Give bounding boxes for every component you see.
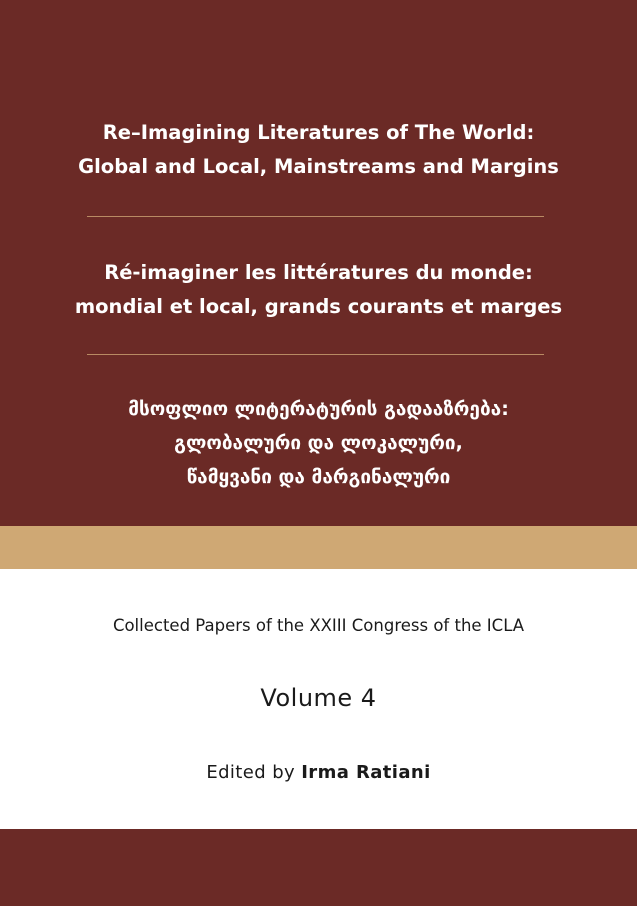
title-english-line-2: Global and Local, Mainstreams and Margins [78, 155, 559, 178]
editor-name: Irma Ratiani [301, 762, 431, 783]
title-divider-2 [87, 354, 544, 355]
editor-prefix: Edited by [206, 762, 296, 783]
volume-label: Volume 4 [260, 684, 377, 712]
cover-bottom-band [0, 829, 637, 906]
title-french-line-2: mondial et local, grands courants et marges [74, 295, 563, 318]
title-georgian [40, 392, 597, 494]
title-french [40, 256, 597, 324]
title-georgian-line-2: გლობალური და ლოკალური, [174, 432, 463, 454]
title-georgian-line-1: მსოფლიო ლიტერატურის გადააზრება: [128, 398, 509, 420]
title-georgian-line-3: წამყვანი და მარგინალური [186, 466, 451, 488]
title-english-line-1: Re–Imagining Literatures of The World: [102, 121, 535, 144]
cover-gold-band [0, 526, 637, 569]
editor-credit [20, 760, 617, 786]
title-english [40, 116, 597, 184]
title-french-line-1: Ré-imaginer les littératures du monde: [104, 261, 533, 284]
title-divider-1 [87, 216, 544, 217]
collection-subtitle: Collected Papers of the XXIII Congress of the ICLA [112, 616, 525, 635]
